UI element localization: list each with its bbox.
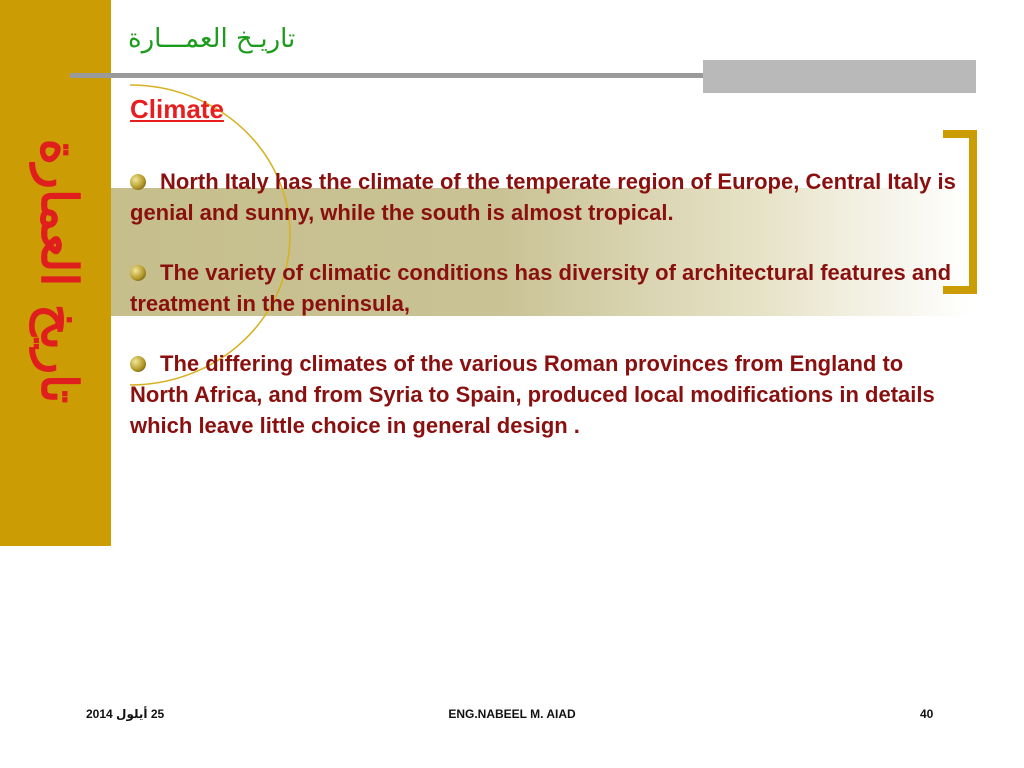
bullet-paragraph-1 <box>130 166 960 228</box>
sidebar-vertical-title: تاريخ العمارة <box>30 138 90 404</box>
footer-page-number: 40 <box>920 707 934 721</box>
bullet-text-1: North Italy has the climate of the temperate region of Europe, Central Italy is genial and sunny, while the south is almost tropical. <box>130 169 956 225</box>
header-rule-block <box>703 60 976 93</box>
bullet-icon <box>130 265 146 281</box>
slide-top-title: تاريـخ العمـــارة <box>128 24 296 54</box>
footer-author: ENG.NABEEL M. AIAD <box>448 707 576 721</box>
slide-heading: Climate <box>130 94 224 124</box>
bullet-paragraph-2 <box>130 257 960 319</box>
bullet-text-3: The differing climates of the various Roman provinces from England to North Africa, and from Syria to Spain, produced local modifications in details which leave little choice in general design . <box>130 351 935 438</box>
bullet-icon <box>130 174 146 190</box>
slide-content <box>130 166 960 470</box>
footer-date: 25 أيلول 2014 <box>86 707 165 721</box>
bullet-paragraph-3 <box>130 348 960 441</box>
bullet-text-2: The variety of climatic conditions has diversity of architectural features and treatment in the peninsula, <box>130 260 952 316</box>
bullet-icon <box>130 356 146 372</box>
